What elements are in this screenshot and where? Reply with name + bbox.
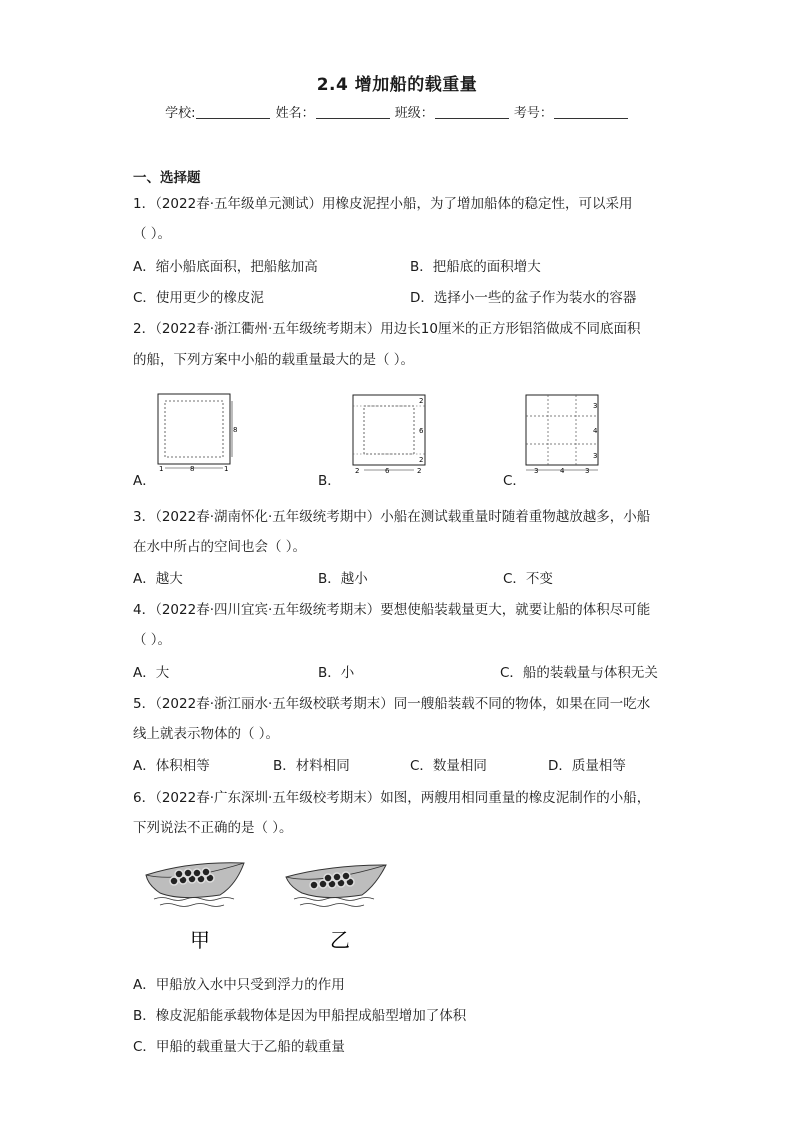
- question-3-line-1: 3．（2022春·湖南怀化·五年级统考期中）小船在测试载重量时随着重物越放越多，小船: [133, 509, 651, 525]
- question-1-option-d[interactable]: D．选择小一些的盆子作为装水的容器: [410, 290, 637, 306]
- figure-c-margin-bottom: 3: [593, 452, 598, 460]
- exam-number-blank[interactable]: [554, 106, 628, 119]
- figure-b-margin-left: 2: [355, 467, 360, 475]
- question-4-option-a[interactable]: A．大: [133, 665, 170, 681]
- figure-b-margin-right: 2: [417, 467, 422, 475]
- page-title: 2.4 增加船的载重量: [316, 75, 478, 95]
- question-5-option-b[interactable]: B．材料相同: [273, 758, 350, 774]
- boats-figure: [140, 855, 400, 955]
- school-blank[interactable]: [196, 106, 270, 119]
- boat-label-yi: 乙: [330, 928, 350, 952]
- boat-jia: [146, 863, 244, 907]
- figure-a-margin-right: 1: [224, 465, 229, 473]
- figure-c-bottom-label: 4: [560, 467, 565, 475]
- exam-number-label: 考号：: [513, 106, 553, 121]
- question-1-line-1: 1．（2022春·五年级单元测试）用橡皮泥捏小船，为了增加船体的稳定性，可以采用: [133, 196, 633, 212]
- name-label: 姓名：: [275, 106, 315, 121]
- question-1-option-b[interactable]: B．把船底的面积增大: [410, 259, 541, 275]
- question-3-option-c[interactable]: C．不变: [503, 571, 553, 587]
- question-6-option-c[interactable]: C．甲船的载重量大于乙船的载重量: [133, 1039, 345, 1055]
- question-6-option-b[interactable]: B．橡皮泥船能承载物体是因为甲船捏成船型增加了体积: [133, 1008, 467, 1024]
- figure-b-foil-plan: [345, 390, 435, 475]
- figure-a-margin-left: 1: [159, 465, 164, 473]
- figure-b-side-label: 6: [419, 427, 424, 435]
- figure-c-side-label: 4: [593, 427, 598, 435]
- figure-c-foil-plan: [518, 390, 608, 475]
- name-blank[interactable]: [316, 106, 390, 119]
- figure-c-margin-top: 3: [593, 402, 598, 410]
- figure-a-bottom-label: 8: [190, 465, 195, 473]
- question-5-line-2: 线上就表示物体的（ ）。: [133, 726, 280, 742]
- figure-c-margin-left: 3: [534, 467, 539, 475]
- figure-a-side-label: 8: [233, 426, 238, 434]
- school-label: 学校:: [165, 106, 196, 121]
- question-6-option-a[interactable]: A．甲船放入水中只受到浮力的作用: [133, 977, 345, 993]
- class-label: 班级：: [394, 106, 434, 121]
- figure-b-margin-bottom: 2: [419, 456, 424, 464]
- figure-b-bottom-label: 6: [385, 467, 390, 475]
- question-5-option-a[interactable]: A．体积相等: [133, 758, 210, 774]
- question-5-option-c[interactable]: C．数量相同: [410, 758, 487, 774]
- figure-b-margin-top: 2: [419, 397, 424, 405]
- question-1-option-a[interactable]: A．缩小船底面积，把船舷加高: [133, 259, 318, 275]
- question-2-line-2: 的船，下列方案中小船的载重量最大的是（ ）。: [133, 352, 415, 368]
- question-5-option-d[interactable]: D．质量相等: [548, 758, 626, 774]
- question-6-line-2: 下列说法不正确的是（ ）。: [133, 820, 293, 836]
- question-2-option-c[interactable]: C．: [503, 473, 526, 489]
- section-heading: 一、选择题: [133, 170, 201, 186]
- question-4-line-1: 4．（2022春·四川宜宾·五年级统考期末）要想使船装载量更大，就要让船的体积尽可能: [133, 602, 651, 618]
- question-4-option-b[interactable]: B．小: [318, 665, 355, 681]
- boat-label-jia: 甲: [190, 928, 210, 952]
- question-6-line-1: 6．（2022春·广东深圳·五年级校考期末）如图，两艘用相同重量的橡皮泥制作的小船，: [133, 790, 651, 806]
- question-2-line-1: 2．（2022春·浙江衢州·五年级统考期末）用边长10厘米的正方形铝箔做成不同底面积: [133, 321, 641, 337]
- question-3-option-a[interactable]: A．越大: [133, 571, 183, 587]
- question-5-line-1: 5．（2022春·浙江丽水·五年级校联考期末）同一艘船装载不同的物体，如果在同一吃水: [133, 696, 651, 712]
- class-blank[interactable]: [435, 106, 509, 119]
- question-2-option-b[interactable]: B．: [318, 473, 341, 489]
- figure-a-foil-plan: [150, 390, 240, 475]
- question-2-option-a[interactable]: A．: [133, 473, 156, 489]
- figure-c-margin-right: 3: [585, 467, 590, 475]
- question-1-option-c[interactable]: C．使用更少的橡皮泥: [133, 290, 264, 306]
- student-info-fields: [0, 102, 794, 121]
- question-3-line-2: 在水中所占的空间也会（ ）。: [133, 539, 307, 555]
- question-3-option-b[interactable]: B．越小: [318, 571, 368, 587]
- boat-yi: [286, 865, 386, 907]
- question-1-line-2: （ ）。: [133, 226, 172, 242]
- question-4-line-2: （ ）。: [133, 632, 172, 648]
- question-4-option-c[interactable]: C．船的装载量与体积无关: [500, 665, 658, 681]
